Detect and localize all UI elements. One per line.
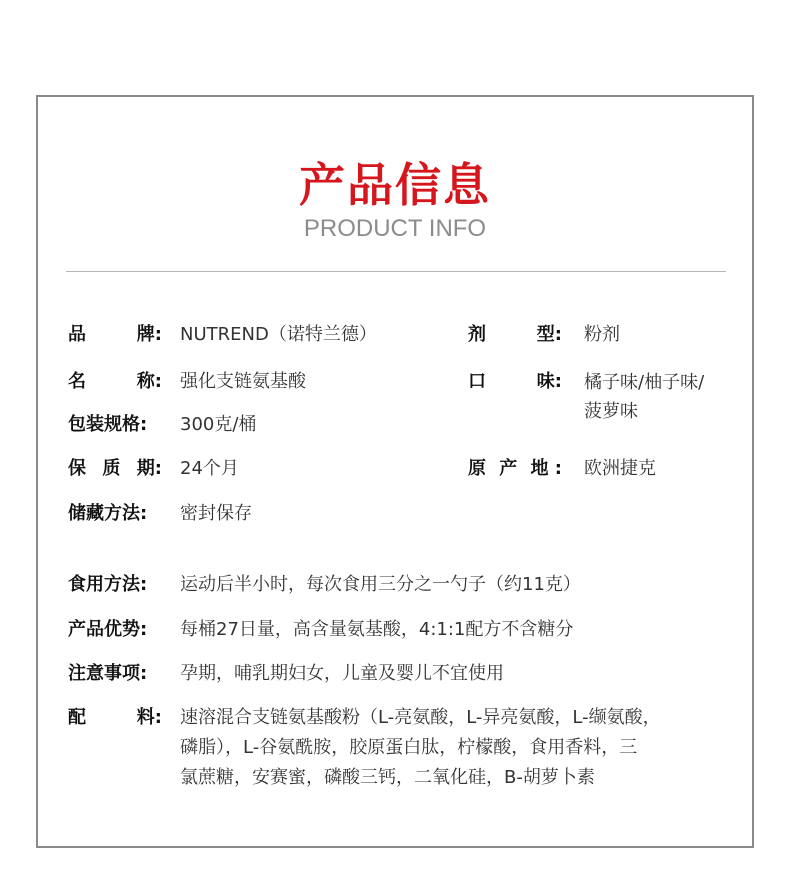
field-caution-value: 孕期，哺乳期妇女，儿童及婴儿不宜使用 [180, 663, 504, 684]
field-storage-value: 密封保存 [180, 503, 252, 524]
field-advantage-label: 产品优势: [68, 619, 148, 640]
field-advantage-value: 每桶27日量，高含量氨基酸，4:1:1配方不含糖分 [180, 619, 574, 640]
field-usage-label: 食用方法: [68, 574, 148, 595]
field-brand-value: NUTREND（诺特兰德） [180, 324, 377, 345]
field-form-label: 剂 型: [468, 324, 562, 345]
field-usage-value: 运动后半小时，每次食用三分之一勺子（约11克） [180, 574, 581, 595]
field-name-value: 强化支链氨基酸 [180, 371, 306, 392]
field-form-value: 粉剂 [584, 324, 620, 345]
field-package-value: 300克/桶 [180, 414, 257, 435]
field-shelf-life-label: 保 质 期: [68, 458, 162, 479]
field-name-label: 名 称: [68, 371, 162, 392]
field-origin-label: 原 产 地 : [468, 458, 562, 479]
field-caution-label: 注意事项: [68, 663, 148, 684]
page-subtitle: PRODUCT INFO [303, 215, 487, 242]
field-shelf-life-value: 24个月 [180, 458, 239, 479]
field-flavor-label: 口 味: [468, 371, 562, 392]
field-storage-label: 储藏方法: [68, 503, 148, 524]
field-origin-value: 欧洲捷克 [584, 458, 656, 479]
field-flavor-value: 橘子味/柚子味/ 菠萝味 [584, 372, 705, 422]
page-title: 产品信息 [299, 158, 491, 212]
field-brand-label: 品 牌: [68, 324, 162, 345]
header-divider [66, 271, 726, 272]
field-ingredients-label: 配 料: [68, 707, 162, 728]
field-package-label: 包装规格: [68, 414, 148, 435]
field-ingredients-value: 速溶混合支链氨基酸粉（L-亮氨酸，L-异亮氨酸，L-缬氨酸， 磷脂），L-谷氨酰胺，胶原蛋白肽，柠檬酸，食用香料，三 氯蔗糖，安赛蜜，磷酸三钙，二氧化硅，B-胡萝卜素 [180, 707, 661, 788]
